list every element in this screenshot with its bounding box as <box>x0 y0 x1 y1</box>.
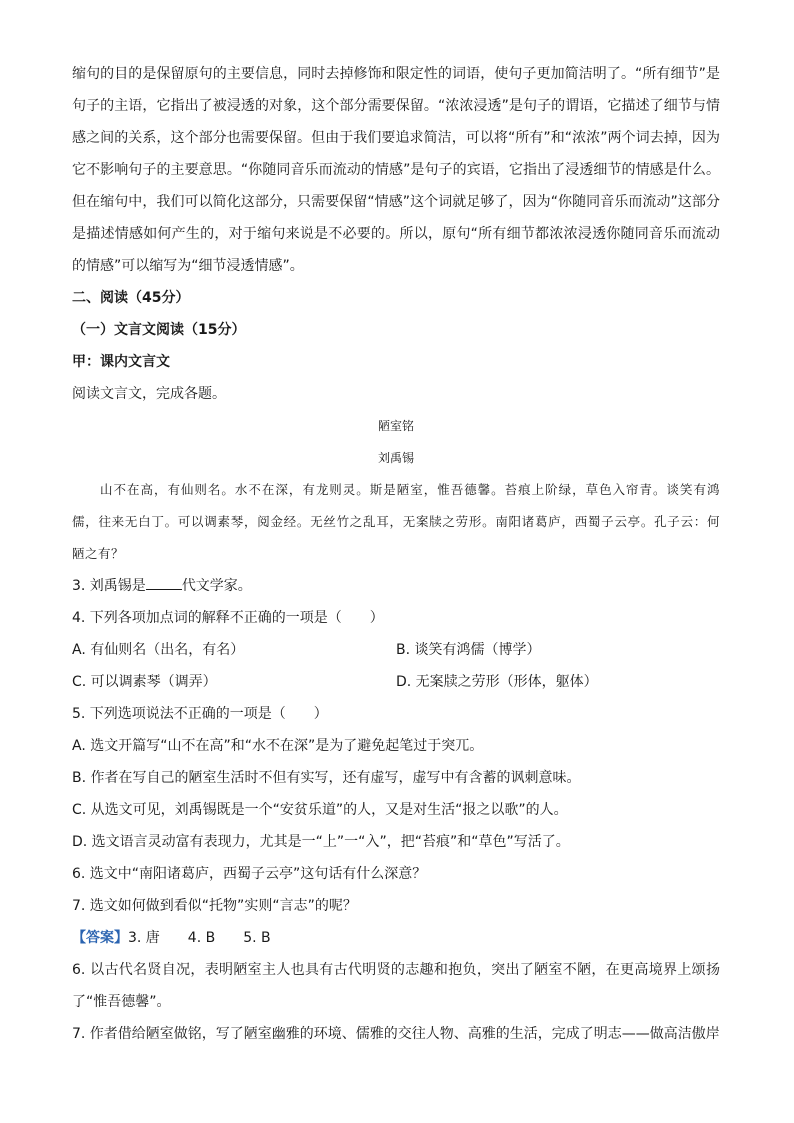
passage-text: 山不在高，有仙则名。水不在深，有龙则灵。斯是陋室，惟吾德馨。苔痕上阶绿，草色入帘青。谈笑有鸿儒，往来无白丁。可以调素琴，阅金经。无丝竹之乱耳，无案牍之劳形。南阳诸葛庐，西蜀子云亭。孔子云：何陋之有？ <box>72 482 720 561</box>
section-title: 二、阅读（45分） <box>72 290 190 306</box>
instruction: 阅读文言文，完成各题。 <box>72 386 226 402</box>
question-3 <box>72 570 720 602</box>
question-5-option-b: B. 作者在写自己的陋室生活时不但有实写，还有虚写，虚写中有含蓄的讽刺意味。 <box>72 770 581 786</box>
document-page <box>72 58 720 1050</box>
intro-paragraph: 缩句的目的是保留原句的主要信息，同时去掉修饰和限定性的词语，使句子更加简洁明了。“所有细节”是句子的主语，它指出了被浸透的对象，这个部分需要保留。“浓浓浸透”是句子的谓语，它描述了细节与情感之间的关系，这个部分也需要保留。但由于我们要追求简洁，可以将“所有”和“浓浓”两个词去掉，因为它不影响句子的主要意思。“你随同音乐而流动的情感”是句子的宾语，它指出了浸透细节的情感是什么。但在缩句中，我们可以简化这部分，只需要保留“情感”这个词就足够了，因为“你随同音乐而流动”这部分是描述情感如何产生的，对于缩句来说是不必要的。所以，原句“所有细节都浓浓浸透你随同音乐而流动的情感”可以缩写为“细节浸透情感”。 <box>72 66 720 274</box>
question-3-prefix: 3. 刘禹锡是 <box>72 578 146 594</box>
question-3-suffix: 代文学家。 <box>181 578 252 594</box>
answers-short-text: 3. 唐 4. B 5. B <box>128 930 271 946</box>
question-5-option-a: A. 选文开篇写“山不在高”和“水不在深”是为了避免起笔过于突兀。 <box>72 738 484 754</box>
question-4-options-row-1 <box>72 634 720 666</box>
answer-tag: 【答案】 <box>72 930 128 946</box>
question-5-option-d: D. 选文语言灵动富有表现力，尤其是一“上”一“入”，把“苔痕”和“草色”写活了。 <box>72 834 570 850</box>
answer-6: 6. 以古代名贤自况，表明陋室主人也具有古代明贤的志趣和抱负，突出了陋室不陋，在更高境界上颂扬了“惟吾德馨”。 <box>72 962 720 1010</box>
option-d: D. 无案牍之劳形（形体，躯体） <box>396 674 598 690</box>
question-4: 4. 下列各项加点词的解释不正确的一项是（ ） <box>72 610 384 626</box>
answer-7: 7. 作者借给陋室做铭，写了陋室幽雅的环境、儒雅的交往人物、高雅的生活，完成了明志——做高洁傲岸 <box>72 1026 720 1042</box>
subsection-title: （一）文言文阅读（15分） <box>72 322 246 338</box>
question-7: 7. 选文如何做到看似“托物”实则“言志”的呢？ <box>72 898 357 914</box>
question-6: 6. 选文中“南阳诸葛庐，西蜀子云亭”这句话有什么深意？ <box>72 866 427 882</box>
question-5: 5. 下列选项说法不正确的一项是（ ） <box>72 706 328 722</box>
option-c: C. 可以调素琴（调弄） <box>72 674 217 690</box>
passage-author: 刘禹锡 <box>377 451 414 465</box>
option-b: B. 谈笑有鸿儒（博学） <box>396 642 541 658</box>
passage-title: 陋室铭 <box>377 419 414 433</box>
part-title: 甲：课内文言文 <box>72 354 170 370</box>
answers-short <box>72 922 720 954</box>
question-5-option-c: C. 从选文可见，刘禹锡既是一个“安贫乐道”的人，又是对生活“报之以歌”的人。 <box>72 802 568 818</box>
answer-blank <box>146 575 182 590</box>
question-4-options-row-2 <box>72 666 720 698</box>
option-a: A. 有仙则名（出名，有名） <box>72 642 245 658</box>
